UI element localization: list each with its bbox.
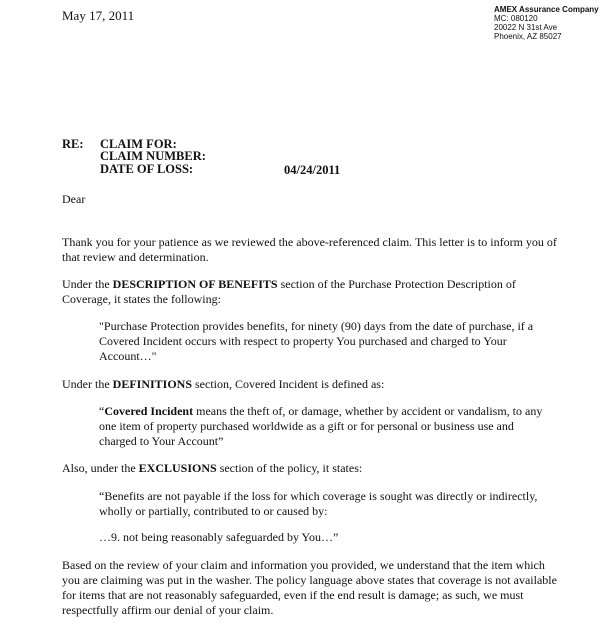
company-street: 20022 N 31st Ave — [494, 23, 558, 32]
benefits-heading: DESCRIPTION OF BENEFITS — [112, 277, 278, 291]
exclusions-heading: EXCLUSIONS — [138, 461, 217, 475]
paragraph-exclusions: Also, under the EXCLUSIONS section of the policy, it states: — [62, 461, 363, 475]
paragraph-definitions: Under the DEFINITIONS section, Covered Incident is defined as: — [62, 377, 385, 391]
date-of-loss-value: 04/24/2011 — [284, 163, 341, 177]
claim-number-label: CLAIM NUMBER: — [100, 149, 206, 163]
company-name: AMEX Assurance Company — [494, 5, 599, 14]
definitions-heading: DEFINITIONS — [112, 377, 193, 391]
quote-covered-incident: “Covered Incident means the theft of, or damage, whether by accident or vandalism, to any one item of property purchased worldwide as a gift or for personal or business use and charged to Your Account” — [99, 404, 543, 448]
re-label: RE: — [62, 137, 84, 151]
company-city: Phoenix, AZ 85027 — [494, 32, 562, 41]
date-of-loss-label: DATE OF LOSS: — [100, 162, 194, 176]
greeting: Dear — [62, 192, 86, 206]
paragraph-intro: Thank you for your patience as we reviewed the above-referenced claim. This letter is to inform you of that review and determination. — [62, 235, 557, 264]
letter-date: May 17, 2011 — [62, 8, 135, 23]
claim-for-label: CLAIM FOR: — [100, 137, 177, 151]
quote-safeguarded: …9. not being reasonably safeguarded by You…” — [99, 530, 339, 544]
paragraph-determination: Based on the review of your claim and information you provided, we understand that the item which you are claiming was put in the washer. The policy language above states that coverage is not available for items that are not reasonably safeguarded, even if the end result is damage; as such, we must respectfully affirm our denial of your claim. — [62, 558, 557, 617]
quote-exclusions: “Benefits are not payable if the loss for which coverage is sought was directly or indirectly, wholly or partially, contributed to or caused by: — [99, 489, 538, 518]
covered-incident-term: Covered Incident — [104, 404, 194, 418]
paragraph-benefits: Under the DESCRIPTION OF BENEFITS section of the Purchase Protection Description of Coverage, it states the following: — [62, 277, 516, 306]
company-address-block — [494, 5, 599, 41]
company-mc: MC: 080120 — [494, 14, 538, 23]
quote-purchase-protection: "Purchase Protection provides benefits, for ninety (90) days from the date of purchase, if a Covered Incident occurs with respect to property You purchased and charged to Your Account…" — [99, 319, 534, 363]
